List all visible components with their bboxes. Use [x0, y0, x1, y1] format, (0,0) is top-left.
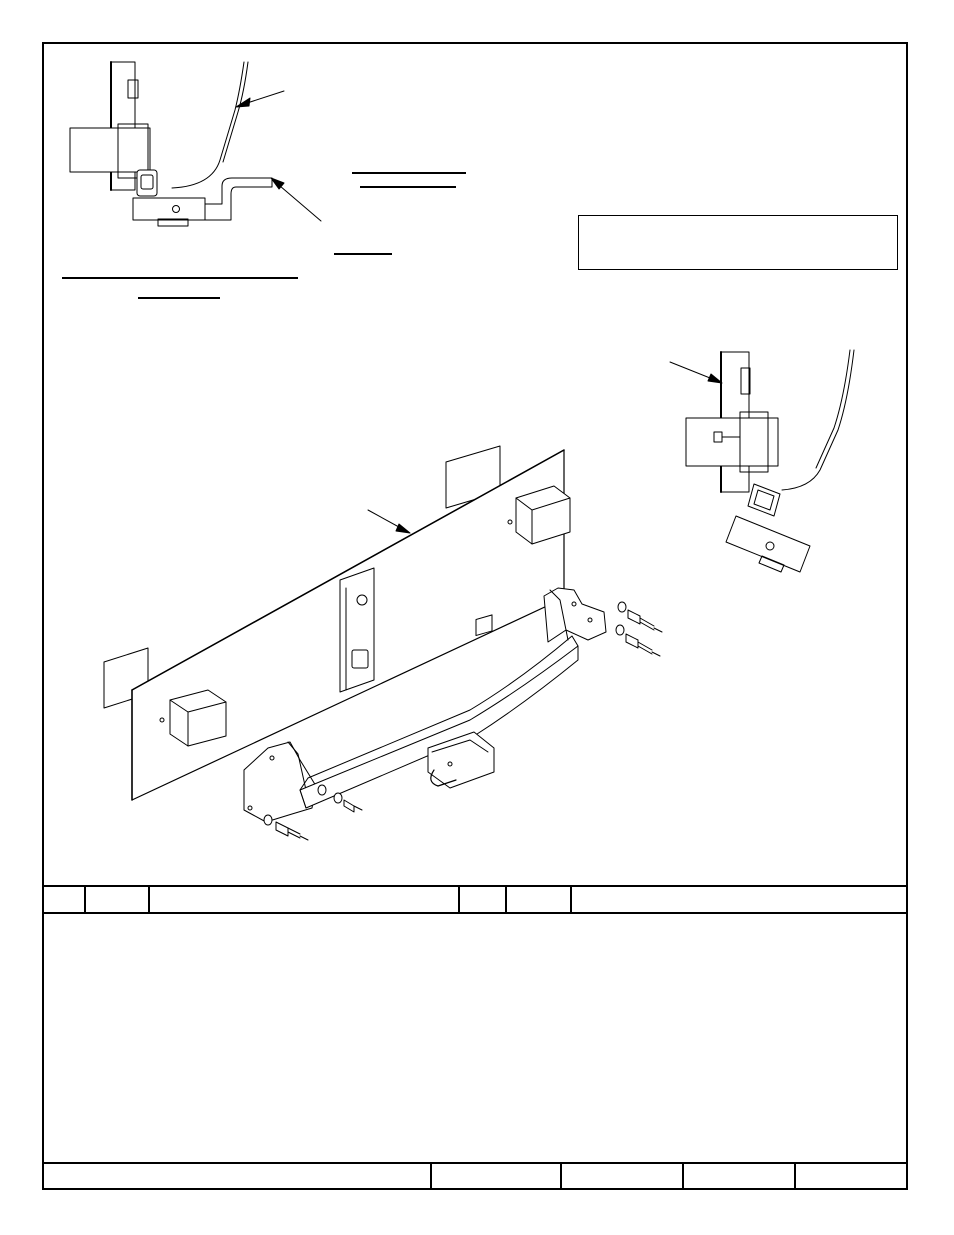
title-block-divider-2	[560, 1162, 562, 1190]
table-col-divider-5	[570, 885, 572, 913]
main-assembly	[104, 446, 662, 840]
table-header-bottom-rule	[42, 912, 908, 914]
title-block-divider-3	[682, 1162, 684, 1190]
table-col-divider-4	[505, 885, 507, 913]
title-block-divider-4	[794, 1162, 796, 1190]
table-col-divider-3	[458, 885, 460, 913]
detail-view-top-left	[70, 62, 321, 226]
table-col-divider-1	[84, 885, 86, 913]
table-col-divider-2	[148, 885, 150, 913]
title-block-divider-1	[430, 1162, 432, 1190]
detail-view-right	[670, 350, 854, 572]
title-block-top-rule	[42, 1162, 908, 1164]
table-top-rule	[42, 885, 908, 887]
right-fasteners	[616, 602, 662, 656]
